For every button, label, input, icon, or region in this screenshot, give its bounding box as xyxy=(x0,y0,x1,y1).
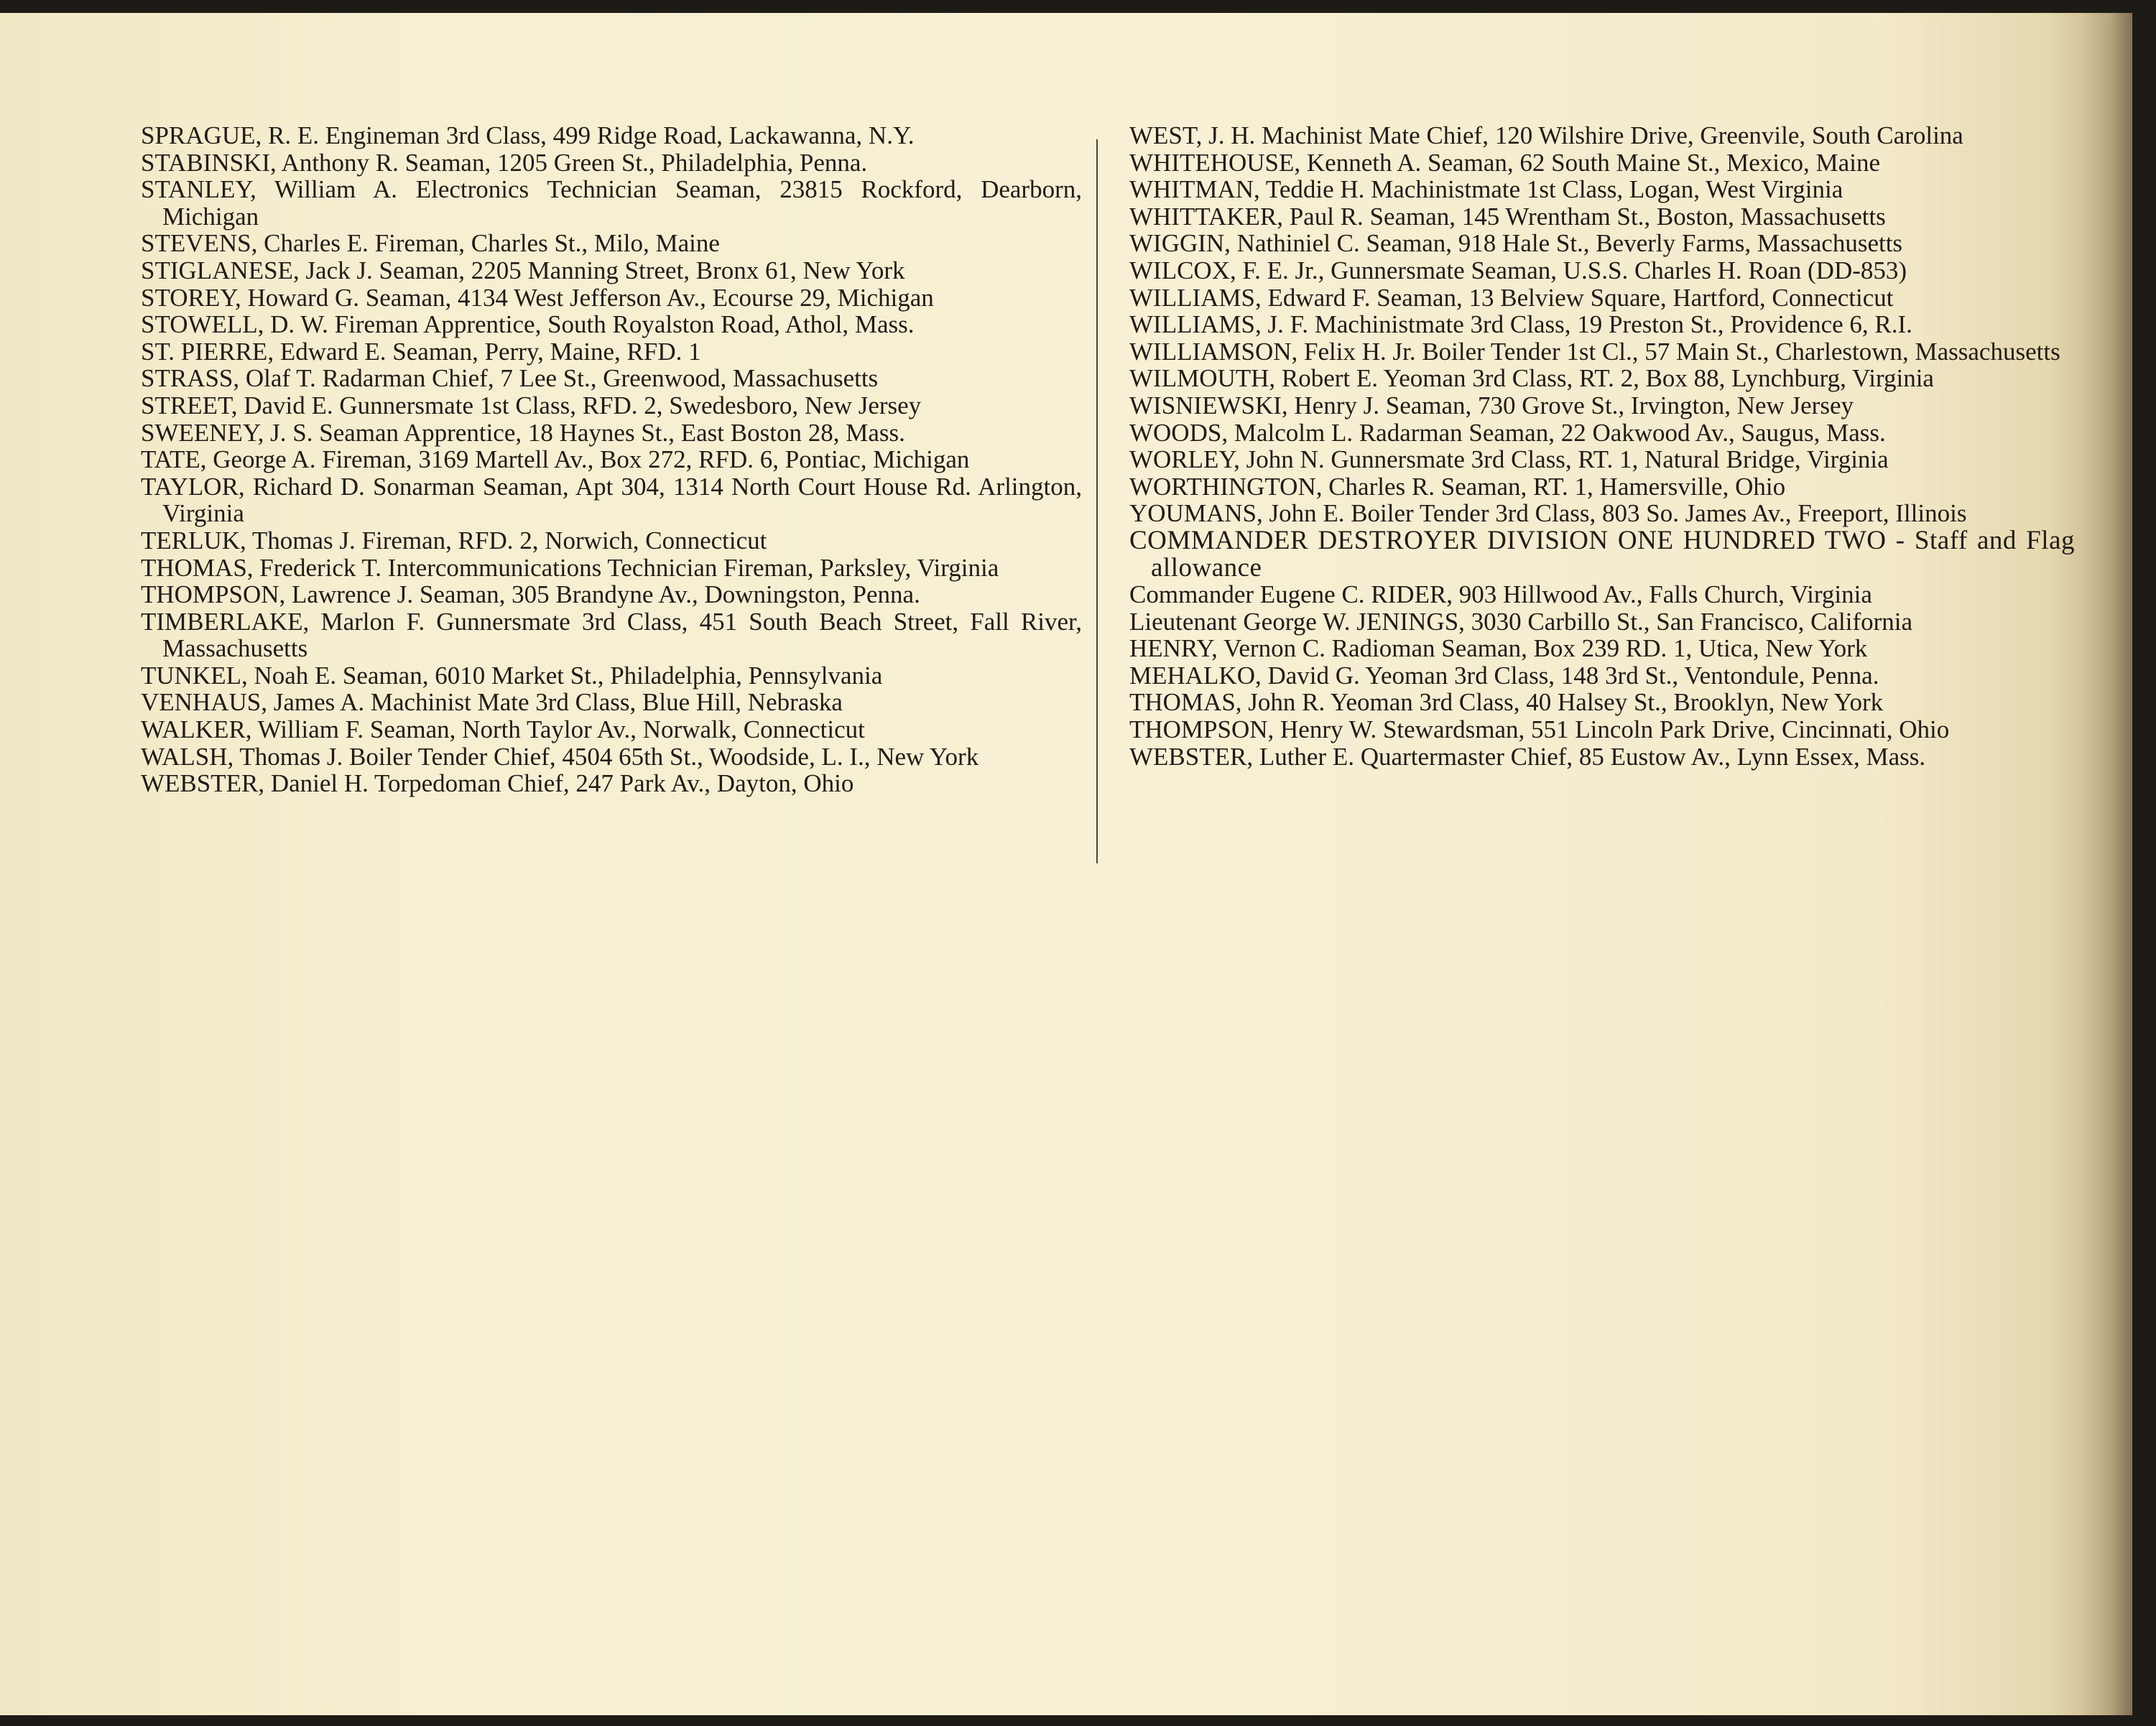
roster-entry: WORLEY, John N. Gunnersmate 3rd Class, RT. 1, Natural Bridge, Virginia xyxy=(1129,445,1889,474)
section-heading: COMMANDER DESTROYER DIVISION ONE HUNDRED TWO - Staff and Flag allowance xyxy=(1129,525,2075,583)
roster-entry: STRASS, Olaf T. Radarman Chief, 7 Lee St., Greenwood, Massachusetts xyxy=(141,364,879,393)
roster-entry: STANLEY, William A. Electronics Technician Seaman, 23815 Rockford, Dearborn, Michigan xyxy=(141,175,1082,231)
roster-entry: WIGGIN, Nathiniel C. Seaman, 918 Hale St., Beverly Farms, Massachusetts xyxy=(1129,229,1903,258)
roster-entry: WALKER, William F. Seaman, North Taylor Av., Norwalk, Connecticut xyxy=(141,715,865,744)
roster-entry: SWEENEY, J. S. Seaman Apprentice, 18 Haynes St., East Boston 28, Mass. xyxy=(141,418,905,447)
roster-entry: WILLIAMS, J. F. Machinistmate 3rd Class, 19 Preston St., Providence 6, R.I. xyxy=(1129,310,1912,339)
column-divider xyxy=(1096,139,1098,863)
roster-entry: STREET, David E. Gunnersmate 1st Class, RFD. 2, Swedesboro, New Jersey xyxy=(141,391,922,419)
page-edge-shadow xyxy=(2082,13,2132,1715)
roster-entry: TUNKEL, Noah E. Seaman, 6010 Market St., Philadelphia, Pennsylvania xyxy=(141,661,883,690)
staff-entry: HENRY, Vernon C. Radioman Seaman, Box 239 RD. 1, Utica, New York xyxy=(1129,634,1868,663)
roster-entry: WEBSTER, Daniel H. Torpedoman Chief, 247 Park Av., Dayton, Ohio xyxy=(141,769,854,798)
roster-entry: THOMPSON, Lawrence J. Seaman, 305 Brandyne Av., Downingston, Penna. xyxy=(141,580,920,609)
roster-entry: YOUMANS, John E. Boiler Tender 3rd Class, 803 So. James Av., Freeport, Illinois xyxy=(1129,499,1967,528)
right-column xyxy=(1129,122,2075,770)
roster-entry: WALSH, Thomas J. Boiler Tender Chief, 4504 65th St., Woodside, L. I., New York xyxy=(141,742,979,771)
staff-entry: MEHALKO, David G. Yeoman 3rd Class, 148 3rd St., Ventondule, Penna. xyxy=(1129,661,1879,690)
roster-entry: WILCOX, F. E. Jr., Gunnersmate Seaman, U.S.S. Charles H. Roan (DD-853) xyxy=(1129,256,1907,284)
staff-entry: THOMAS, John R. Yeoman 3rd Class, 40 Halsey St., Brooklyn, New York xyxy=(1129,688,1884,717)
staff-entry: WEBSTER, Luther E. Quartermaster Chief, 85 Eustow Av., Lynn Essex, Mass. xyxy=(1129,742,1926,771)
roster-entry: WHITMAN, Teddie H. Machinistmate 1st Class, Logan, West Virginia xyxy=(1129,175,1843,204)
left-column xyxy=(141,122,1082,797)
roster-entry: WEST, J. H. Machinist Mate Chief, 120 Wilshire Drive, Greenvile, South Carolina xyxy=(1129,121,1963,149)
roster-entry: WILMOUTH, Robert E. Yeoman 3rd Class, RT. 2, Box 88, Lynchburg, Virginia xyxy=(1129,364,1934,393)
roster-entry: VENHAUS, James A. Machinist Mate 3rd Class, Blue Hill, Nebraska xyxy=(141,688,843,717)
staff-entry: THOMPSON, Henry W. Stewardsman, 551 Lincoln Park Drive, Cincinnati, Ohio xyxy=(1129,715,1950,744)
roster-entry: SPRAGUE, R. E. Engineman 3rd Class, 499 Ridge Road, Lackawanna, N.Y. xyxy=(141,121,915,149)
roster-entry: WORTHINGTON, Charles R. Seaman, RT. 1, Hamersville, Ohio xyxy=(1129,472,1786,501)
staff-entry: Commander Eugene C. RIDER, 903 Hillwood Av., Falls Church, Virginia xyxy=(1129,580,1872,609)
roster-entry: THOMAS, Frederick T. Intercommunications Technician Fireman, Parksley, Virginia xyxy=(141,553,999,582)
roster-entry: TIMBERLAKE, Marlon F. Gunnersmate 3rd Class, 451 South Beach Street, Fall River, Massachusetts xyxy=(141,607,1082,663)
roster-entry: STIGLANESE, Jack J. Seaman, 2205 Manning Street, Bronx 61, New York xyxy=(141,256,905,284)
roster-entry: TATE, George A. Fireman, 3169 Martell Av., Box 272, RFD. 6, Pontiac, Michigan xyxy=(141,445,970,474)
roster-entry: STABINSKI, Anthony R. Seaman, 1205 Green St., Philadelphia, Penna. xyxy=(141,148,868,177)
roster-entry: STEVENS, Charles E. Fireman, Charles St., Milo, Maine xyxy=(141,229,720,258)
roster-page xyxy=(0,13,2132,1715)
roster-entry: TAYLOR, Richard D. Sonarman Seaman, Apt 304, 1314 North Court House Rd. Arlington, Virginia xyxy=(141,472,1082,528)
roster-entry: WHITEHOUSE, Kenneth A. Seaman, 62 South Maine St., Mexico, Maine xyxy=(1129,148,1880,177)
roster-entry: WILLIAMSON, Felix H. Jr. Boiler Tender 1st Cl., 57 Main St., Charlestown, Massachusetts xyxy=(1129,337,2060,366)
roster-entry: ST. PIERRE, Edward E. Seaman, Perry, Maine, RFD. 1 xyxy=(141,337,701,366)
roster-entry: WILLIAMS, Edward F. Seaman, 13 Belview Square, Hartford, Connecticut xyxy=(1129,283,1894,312)
roster-entry: WOODS, Malcolm L. Radarman Seaman, 22 Oakwood Av., Saugus, Mass. xyxy=(1129,418,1886,447)
roster-entry: STOREY, Howard G. Seaman, 4134 West Jefferson Av., Ecourse 29, Michigan xyxy=(141,283,934,312)
roster-entry: WHITTAKER, Paul R. Seaman, 145 Wrentham St., Boston, Massachusetts xyxy=(1129,202,1886,231)
roster-entry: TERLUK, Thomas J. Fireman, RFD. 2, Norwich, Connecticut xyxy=(141,526,767,555)
roster-entry: WISNIEWSKI, Henry J. Seaman, 730 Grove St., Irvington, New Jersey xyxy=(1129,391,1854,419)
roster-entry: STOWELL, D. W. Fireman Apprentice, South Royalston Road, Athol, Mass. xyxy=(141,310,915,339)
staff-entry: Lieutenant George W. JENINGS, 3030 Carbillo St., San Francisco, California xyxy=(1129,607,1913,636)
